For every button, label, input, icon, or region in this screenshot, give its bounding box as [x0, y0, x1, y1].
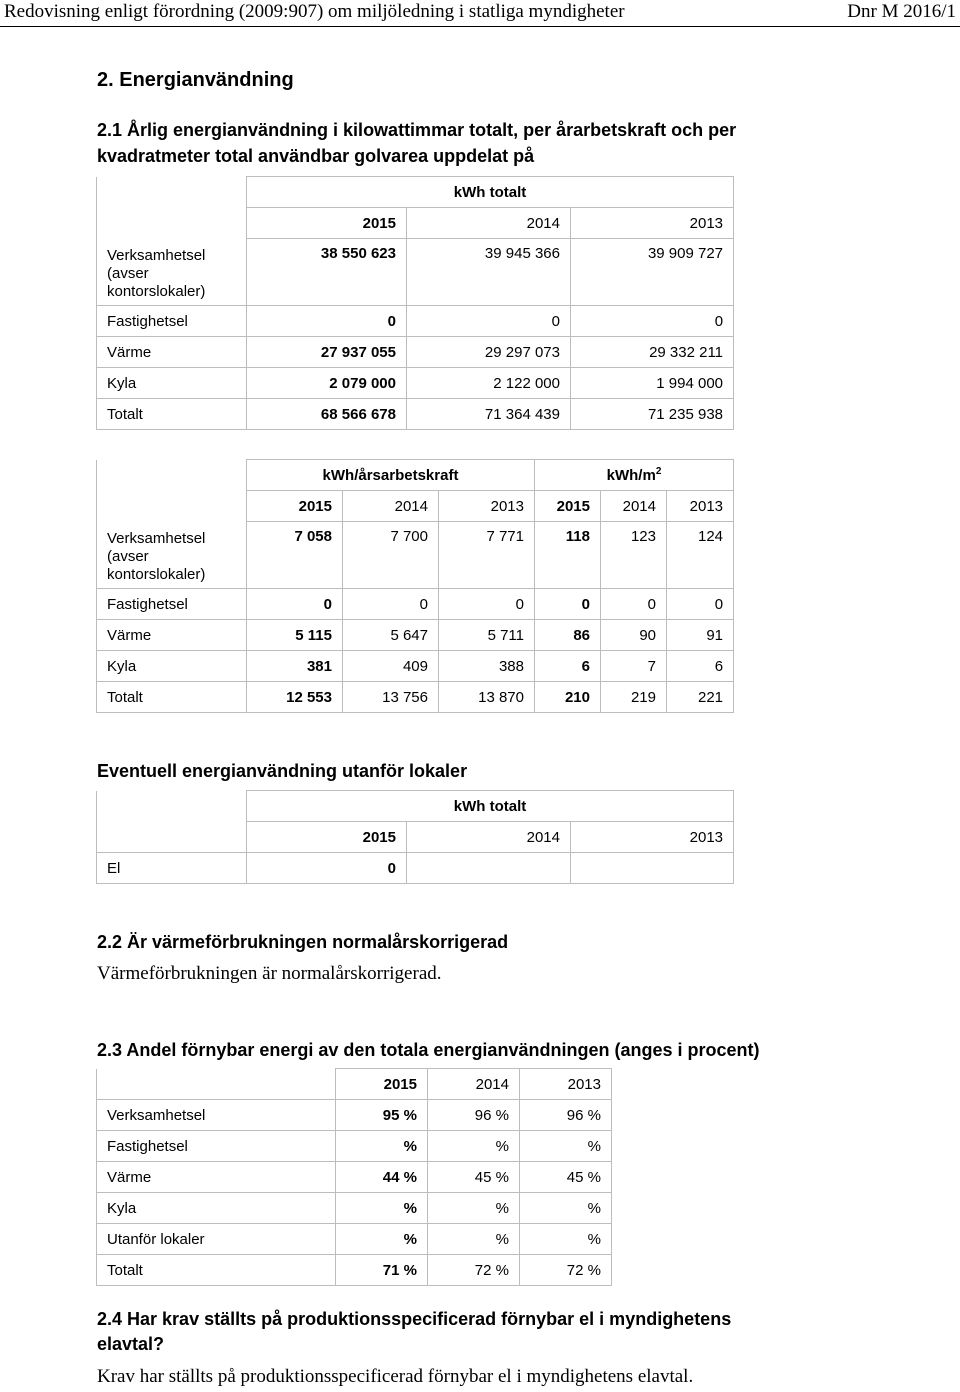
row-label: Utanför lokaler — [97, 1224, 336, 1255]
value-cell: 29 332 211 — [571, 337, 734, 368]
value-cell: 6 — [667, 651, 734, 682]
row-label: Totalt — [97, 682, 247, 713]
energy-total-table — [96, 176, 734, 430]
value-cell: 0 — [439, 589, 535, 620]
value-cell: 2 079 000 — [247, 368, 407, 399]
value-cell: % — [428, 1193, 520, 1224]
s24-title-line2: elavtal? — [97, 1334, 165, 1354]
outside-energy-table — [96, 790, 734, 884]
unit-header: kWh/$m^2$ — [535, 460, 734, 491]
value-cell: % — [428, 1131, 520, 1162]
renewable-share-table — [96, 1068, 612, 1286]
value-cell: 118 — [535, 522, 601, 589]
table-row — [97, 1100, 612, 1131]
value-cell: 96 % — [428, 1100, 520, 1131]
value-cell: 219 — [601, 682, 667, 713]
value-cell: 44 % — [336, 1162, 428, 1193]
value-cell: 388 — [439, 651, 535, 682]
table-row — [97, 306, 734, 337]
value-cell: % — [428, 1224, 520, 1255]
row-label: Totalt — [97, 399, 247, 430]
year-header: 2013 — [571, 822, 734, 853]
table-row — [97, 368, 734, 399]
section-title: 2. Energianvändning — [97, 69, 294, 91]
s21-title-line2: kvadratmeter total användbar golvarea uppdelat på — [97, 146, 535, 166]
row-label: Värme — [97, 620, 247, 651]
value-cell: 38 550 623 — [247, 239, 407, 306]
year-header: 2014 — [428, 1069, 520, 1100]
table-row — [97, 853, 734, 884]
value-cell: 0 — [535, 589, 601, 620]
year-header: 2014 — [407, 822, 571, 853]
value-cell: 381 — [247, 651, 343, 682]
value-cell: % — [520, 1224, 612, 1255]
header-reference: Dnr M 2016/1 — [847, 1, 956, 22]
value-cell: 91 — [667, 620, 734, 651]
value-cell: 5 647 — [343, 620, 439, 651]
row-label: Verksamhetsel (avser kontorslokaler) — [97, 208, 247, 306]
value-cell: 39 909 727 — [571, 239, 734, 306]
value-cell: 5 711 — [439, 620, 535, 651]
outside-title: Eventuell energianvändning utanför lokaler — [97, 761, 468, 781]
year-header: 2014 — [343, 491, 439, 522]
year-header: 2013 — [439, 491, 535, 522]
row-label: Kyla — [97, 1193, 336, 1224]
unit-header: kWh totalt — [247, 177, 734, 208]
value-cell: 0 — [247, 306, 407, 337]
value-cell: 27 937 055 — [247, 337, 407, 368]
value-cell: % — [520, 1131, 612, 1162]
row-label: Kyla — [97, 651, 247, 682]
value-cell: 123 — [601, 522, 667, 589]
s24-title-line1: 2.4 Har krav ställts på produktionsspecificerad förnybar el i myndighetens — [97, 1309, 732, 1329]
value-cell: 95 % — [336, 1100, 428, 1131]
table-row — [97, 589, 734, 620]
table-row — [97, 1255, 612, 1286]
row-label: Värme — [97, 337, 247, 368]
value-cell: 1 994 000 — [571, 368, 734, 399]
value-cell: 68 566 678 — [247, 399, 407, 430]
energy-per-unit-table — [96, 459, 734, 713]
value-cell: 12 553 — [247, 682, 343, 713]
value-cell: 7 700 — [343, 522, 439, 589]
value-cell: 210 — [535, 682, 601, 713]
value-cell: % — [520, 1193, 612, 1224]
year-header: 2015 — [247, 491, 343, 522]
unit-header: kWh/årsarbetskraft — [247, 460, 535, 491]
value-cell: 6 — [535, 651, 601, 682]
value-cell: 13 870 — [439, 682, 535, 713]
year-header: 2015 — [247, 822, 407, 853]
s22-title: 2.2 Är värmeförbrukningen normalårskorrigerad — [97, 932, 509, 952]
table-row — [97, 1224, 612, 1255]
row-label: El — [97, 853, 247, 884]
value-cell: 2 122 000 — [407, 368, 571, 399]
value-cell: 13 756 — [343, 682, 439, 713]
value-cell: 71 364 439 — [407, 399, 571, 430]
value-cell — [571, 853, 734, 884]
value-cell: 96 % — [520, 1100, 612, 1131]
value-cell: 0 — [601, 589, 667, 620]
value-cell: 71 % — [336, 1255, 428, 1286]
row-label: Fastighetsel — [97, 1131, 336, 1162]
year-header: 2014 — [601, 491, 667, 522]
year-header: 2014 — [407, 208, 571, 239]
row-label: Kyla — [97, 368, 247, 399]
row-label: Verksamhetsel (avser kontorslokaler) — [97, 491, 247, 589]
value-cell: 39 945 366 — [407, 239, 571, 306]
year-header: 2015 — [336, 1069, 428, 1100]
s24-text: Krav har ställts på produktionsspecificerad förnybar el i myndighetens elavtal. — [97, 1366, 694, 1387]
value-cell: 409 — [343, 651, 439, 682]
row-label: Fastighetsel — [97, 589, 247, 620]
value-cell: 7 — [601, 651, 667, 682]
value-cell: 0 — [571, 306, 734, 337]
value-cell: 45 % — [428, 1162, 520, 1193]
value-cell: 90 — [601, 620, 667, 651]
page-header — [0, 0, 960, 27]
s21-title-line1: 2.1 Årlig energianvändning i kilowattimmar totalt, per årarbetskraft och per — [97, 120, 737, 140]
table-row — [97, 399, 734, 430]
table-row — [97, 620, 734, 651]
value-cell: 221 — [667, 682, 734, 713]
value-cell: 0 — [667, 589, 734, 620]
value-cell: 7 058 — [247, 522, 343, 589]
value-cell: 29 297 073 — [407, 337, 571, 368]
year-header: 2015 — [535, 491, 601, 522]
row-label: Totalt — [97, 1255, 336, 1286]
header-title: Redovisning enligt förordning (2009:907) om miljöledning i statliga myndigheter — [4, 1, 625, 22]
value-cell: 72 % — [520, 1255, 612, 1286]
value-cell: 72 % — [428, 1255, 520, 1286]
value-cell: % — [336, 1131, 428, 1162]
value-cell: 5 115 — [247, 620, 343, 651]
s22-text: Värmeförbrukningen är normalårskorrigerad. — [97, 963, 442, 984]
value-cell: 0 — [343, 589, 439, 620]
value-cell: 86 — [535, 620, 601, 651]
s23-title: 2.3 Andel förnybar energi av den totala energianvändningen (anges i procent) — [97, 1040, 760, 1060]
year-header: 2013 — [520, 1069, 612, 1100]
value-cell: % — [336, 1193, 428, 1224]
value-cell: 124 — [667, 522, 734, 589]
row-label: Verksamhetsel — [97, 1100, 336, 1131]
value-cell: 0 — [247, 853, 407, 884]
table-row — [97, 1193, 612, 1224]
row-label: Fastighetsel — [97, 306, 247, 337]
value-cell: 0 — [247, 589, 343, 620]
unit-header: kWh totalt — [247, 791, 734, 822]
row-label: Värme — [97, 1162, 336, 1193]
table-row — [97, 651, 734, 682]
value-cell: 71 235 938 — [571, 399, 734, 430]
value-cell: % — [336, 1224, 428, 1255]
table-row — [97, 1162, 612, 1193]
value-cell: 0 — [407, 306, 571, 337]
year-header: 2015 — [247, 208, 407, 239]
table-row — [97, 337, 734, 368]
value-cell — [407, 853, 571, 884]
year-header: 2013 — [571, 208, 734, 239]
value-cell: 45 % — [520, 1162, 612, 1193]
table-row — [97, 1131, 612, 1162]
table-row — [97, 682, 734, 713]
value-cell: 7 771 — [439, 522, 535, 589]
year-header: 2013 — [667, 491, 734, 522]
